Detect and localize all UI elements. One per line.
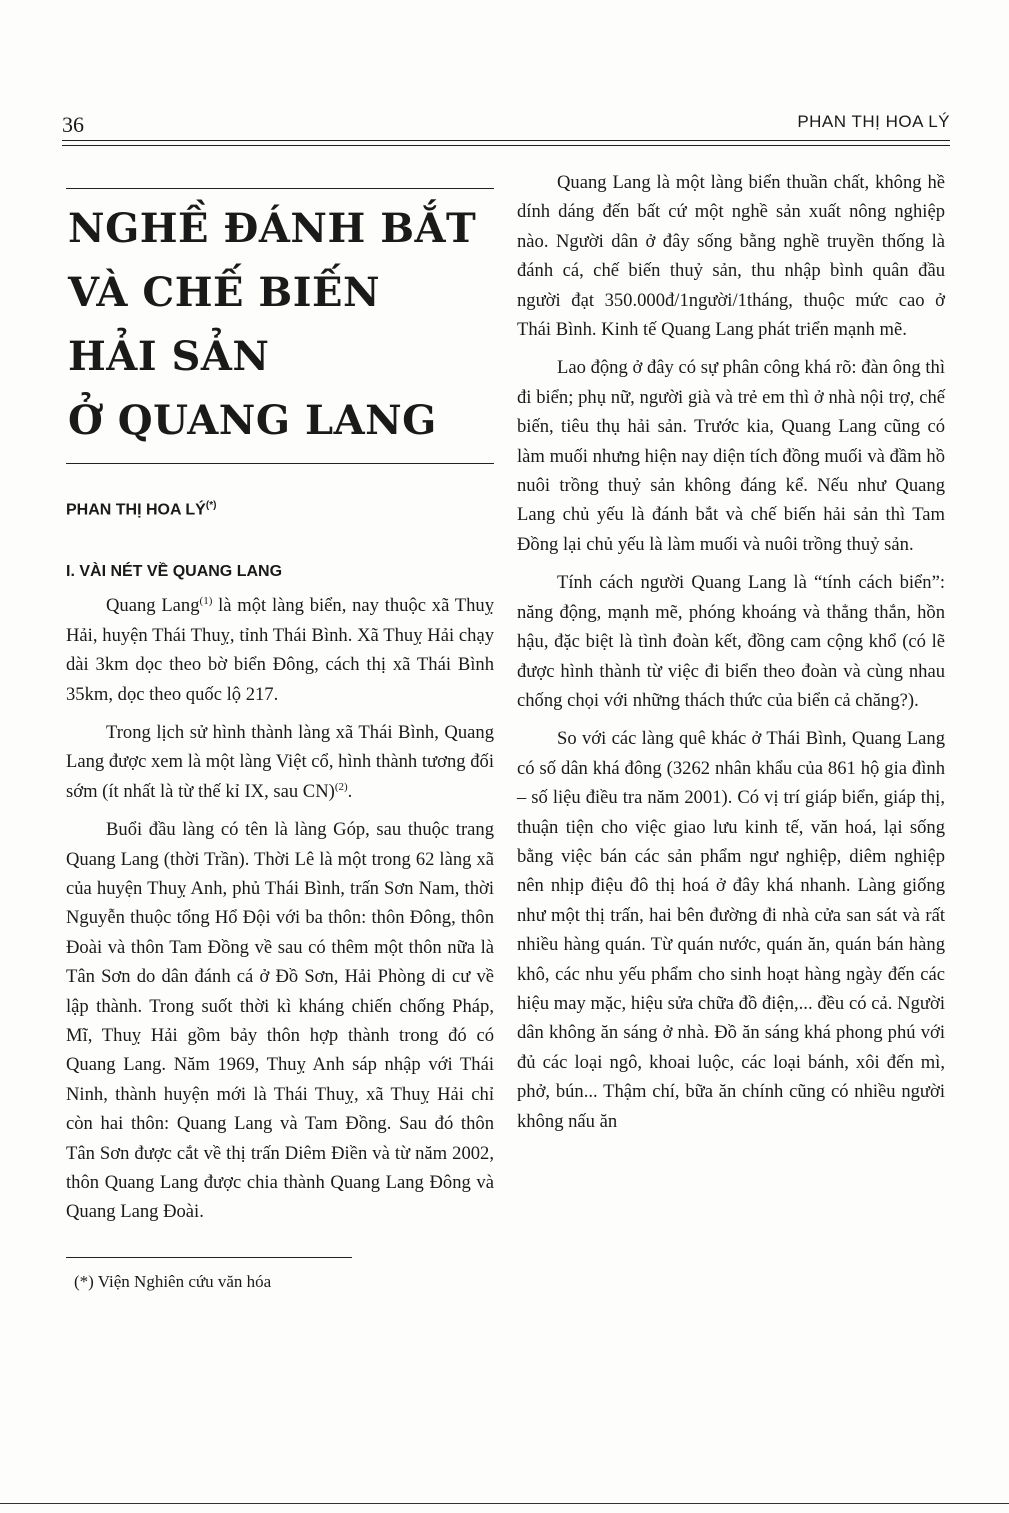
body-paragraph: Quang Lang là một làng biển thuần chất, không hề dính dáng đến bất cứ một nghề sản xuất nông nghiệp nào. Người dân ở đây sống bằng nghề truyền thống là đánh cá, chế biến thuỷ sản, thu nhập bình quân đầu người đạt 350.000đ/1người/1tháng, thuộc mức cao ở Thái Bình. Kinh tế Quang Lang phát triển mạnh mẽ.: [517, 172, 945, 341]
header-rule-top: [62, 140, 950, 141]
body-paragraph: So với các làng quê khác ở Thái Bình, Quang Lang có số dân khá đông (3262 nhân khẩu của 861 hộ gia đình – số liệu điều tra năm 2001). Có vị trí giáp biển, giáp thị, thuận tiện cho việc giao lưu kinh tế, văn hoá, lại sống bằng việc bán các sản phẩm ngư nghiệp, diêm nghiệp nên nhịp điệu đô thị hoá ở đây khá nhanh. Làng giống như một thị trấn, hai bên đường đi nhà cửa san sát và rất nhiều hàng quán. Từ quán nước, quán ăn, quán bán hàng khô, các nhu yếu phẩm cho sinh hoạt hàng ngày đến các hiệu may mặc, hiệu sửa chữa đồ điện,... đều có cả. Người dân không ăn sáng ở nhà. Đồ ăn sáng khá phong phú với đủ các loại ngô, khoai luộc, các loại bánh, xôi đến mì, phở, bún... Thậm chí, bữa ăn chính cũng có nhiều người không nấu ăn: [517, 728, 945, 1132]
title-rule-bottom: [66, 463, 494, 464]
body-paragraph: Buổi đầu làng có tên là làng Góp, sau thuộc trang Quang Lang (thời Trần). Thời Lê là một trong 62 làng xã của huyện Thuỵ Anh, phủ Thái Bình, trấn Sơn Nam, thời Nguyễn thuộc tổng Hổ Đội với ba thôn: thôn Đông, thôn Đoài và thôn Tam Đồng về sau có thêm một thôn nữa là Tân Sơn do dân đánh cá ở Đồ Sơn, Hải Phòng di cư về lập thành. Trong suốt thời kì kháng chiến chống Pháp, Mĩ, Thuỵ Hải gồm bảy thôn hợp thành trong đó có Quang Lang. Năm 1969, Thuỵ Anh sáp nhập với Thái Ninh, thành huyện mới là Thái Thuỵ, xã Thuỵ Hải chỉ còn hai thôn: Quang Lang và Tam Đồng. Sau đó thôn Tân Sơn được cắt về thị trấn Diêm Điền và từ năm 2002, thôn Quang Lang được chia thành Quang Lang Đông và Quang Lang Đoài.: [66, 819, 494, 1223]
page-bottom-rule: [0, 1503, 1009, 1504]
title-line: Ở QUANG LANG: [68, 397, 437, 444]
left-column: [66, 188, 494, 1292]
footnote-rule: [66, 1257, 352, 1258]
body-paragraph: Trong lịch sử hình thành làng xã Thái Bình, Quang Lang được xem là một làng Việt cổ, hình thành tương đối sớm (ít nhất là từ thế kỉ IX, sau CN)$^{(2)}$.: [66, 721, 494, 802]
article-title: [66, 197, 494, 453]
body-paragraph: Lao động ở đây có sự phân công khá rõ: đàn ông thì đi biển; phụ nữ, người già và trẻ em thì ở nhà nội trợ, chế biến, tiêu thụ hải sản. Trước kia, Quang Lang cũng có làm muối nhưng hiện nay diện tích đồng muối và đầm hồ nuôi trồng thuỷ sản không đáng kể. Nếu như Quang Lang chủ yếu là đánh bắt và chế biến hải sản thì Tam Đồng lại chủ yếu là làm muối và nuôi trồng thuỷ sản.: [517, 357, 945, 555]
title-line: VÀ CHẾ BIẾN: [68, 269, 381, 316]
title-rule-top: [66, 188, 494, 189]
title-line: HẢI SẢN: [68, 333, 270, 380]
footnote-ref: (1): [199, 595, 213, 608]
body-paragraph: Quang Lang$^{(1)}$ là một làng biển, nay thuộc xã Thuỵ Hải, huyện Thái Thuỵ, tỉnh Thái Bình. Xã Thuỵ Hải chạy dài 3km dọc theo bờ biển Đông, cách thị xã Thái Bình 35km, dọc theo quốc lộ 217.: [66, 595, 494, 705]
header-rule-bottom: [62, 145, 950, 146]
running-head: PHAN THỊ HOA LÝ: [797, 112, 950, 131]
page-number: 36: [62, 112, 84, 137]
title-line: NGHỀ ĐÁNH BẮT: [68, 205, 477, 252]
author-line: [66, 500, 494, 519]
right-column: [517, 168, 945, 1145]
body-paragraph: Tính cách người Quang Lang là “tính cách biển”: năng động, mạnh mẽ, phóng khoáng và thẳng thắn, hồn hậu, đặc biệt là tình đoàn kết, đồng cam cộng khổ (có lẽ được hình thành từ việc đi biển theo đoàn và cùng nhau chống chọi với những thách thức của biển cả chăng?).: [517, 572, 945, 711]
page-header: [62, 112, 950, 152]
author-footnote-mark: (*): [205, 500, 217, 511]
section-heading: I. VÀI NÉT VỀ QUANG LANG: [66, 563, 283, 581]
author-name: PHAN THỊ HOA LÝ: [66, 501, 206, 519]
footnote: (*) Viện Nghiên cứu văn hóa: [74, 1271, 272, 1291]
footnote-ref: (2): [334, 780, 348, 793]
